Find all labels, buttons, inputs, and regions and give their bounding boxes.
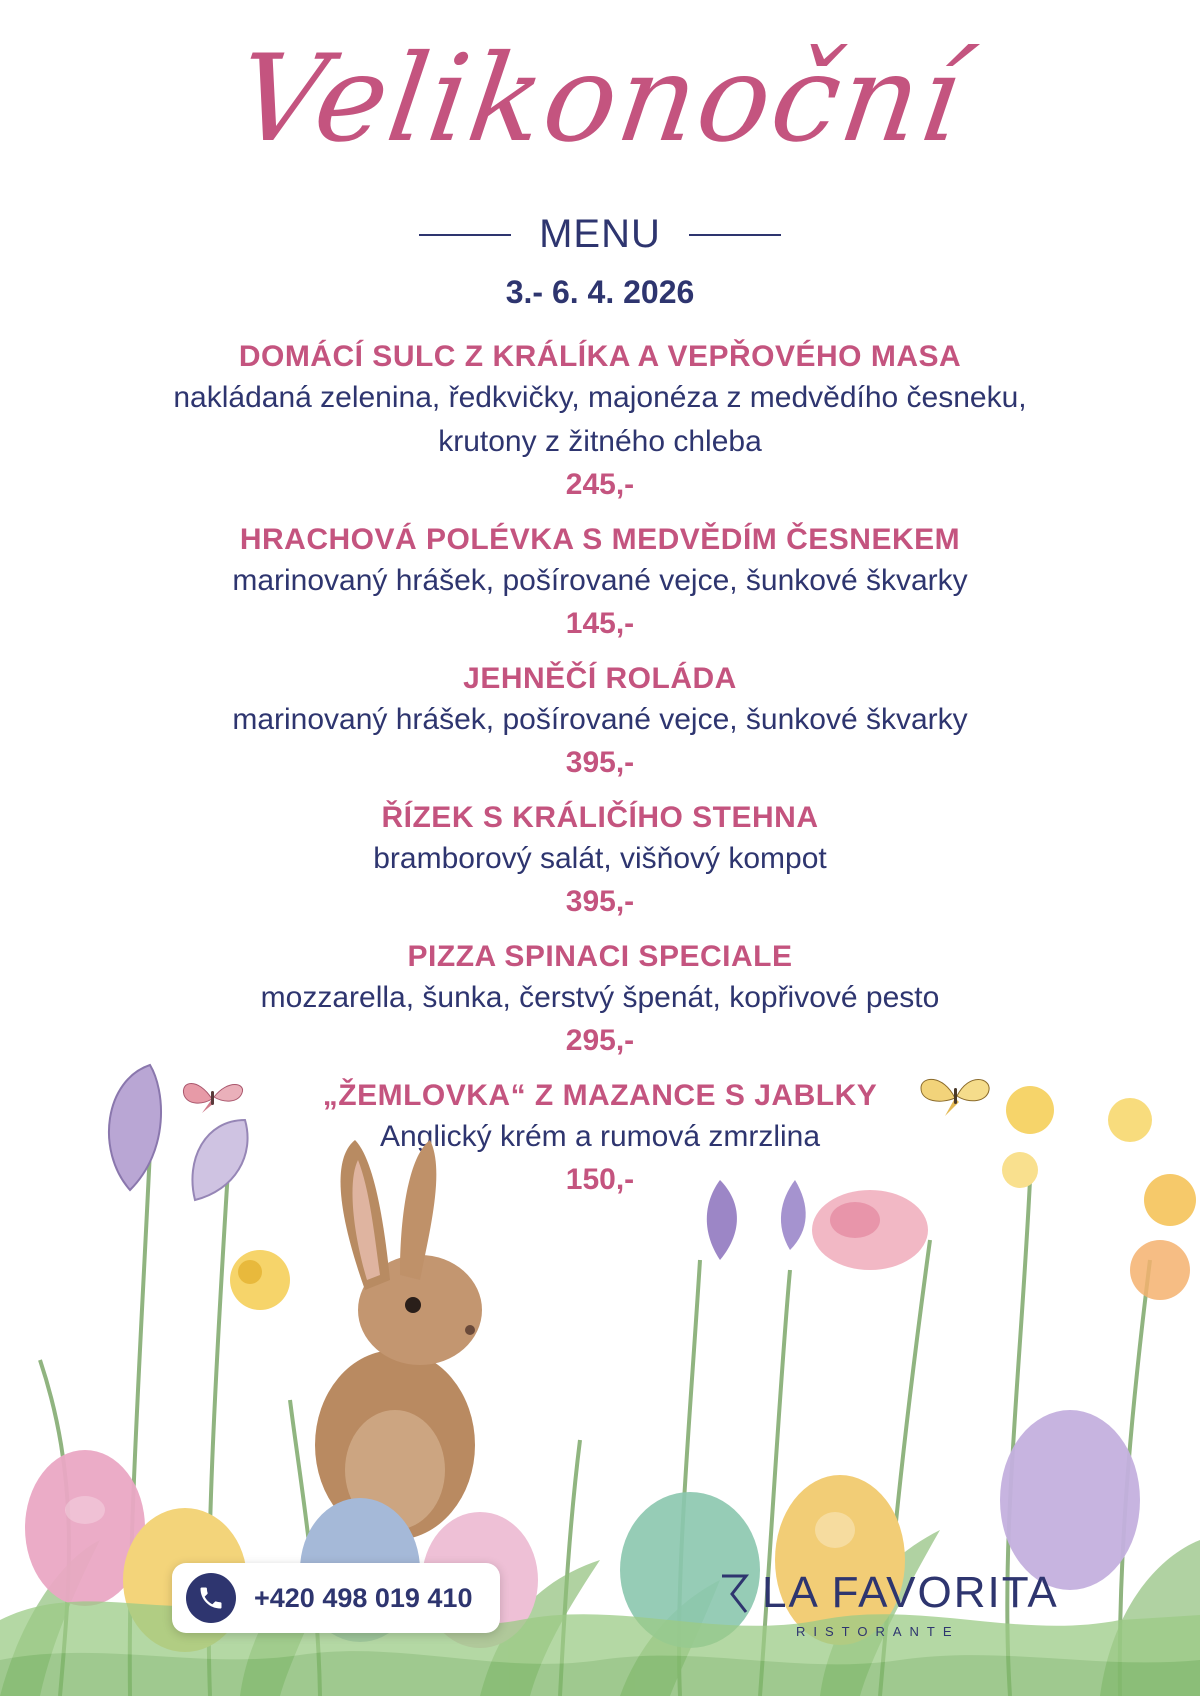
menu-item <box>0 660 1200 784</box>
menu-label: MENU <box>539 212 661 256</box>
item-description: bramborový salát, višňový kompot <box>373 842 827 875</box>
phone-button[interactable] <box>172 1563 500 1633</box>
item-price: 245,- <box>565 468 635 501</box>
item-name: DOMÁCÍ SULC Z KRÁLÍKA A VEPŘOVÉHO MASA <box>238 340 962 373</box>
brand-name: LA FAVORITA <box>762 1568 1059 1617</box>
item-description: mozzarella, šunka, čerstvý špenát, kopřivové pesto <box>260 981 940 1014</box>
divider-right <box>689 234 781 236</box>
item-name: HRACHOVÁ POLÉVKA S MEDVĚDÍM ČESNEKEM <box>239 523 961 556</box>
item-description: marinovaný hrášek, pošírované vejce, šunkové škvarky <box>232 564 968 597</box>
rabbit-illustration <box>315 1140 482 1540</box>
menu-item <box>0 938 1200 1062</box>
menu-title: Velikonoční <box>228 30 972 169</box>
brand-logo <box>716 1568 1059 1618</box>
menu-label-row <box>0 212 1200 257</box>
item-name: ŘÍZEK S KRÁLIČÍHO STEHNA <box>381 801 819 834</box>
menu-date: 3.- 6. 4. 2026 <box>505 274 695 310</box>
item-name: JEHNĚČÍ ROLÁDA <box>463 662 737 695</box>
menu-item <box>0 799 1200 923</box>
phone-icon <box>186 1573 236 1623</box>
menu-item <box>0 521 1200 645</box>
item-price: 150,- <box>565 1163 635 1196</box>
item-description: marinovaný hrášek, pošírované vejce, šunkové škvarky <box>232 703 968 736</box>
phone-number: +420 498 019 410 <box>254 1582 473 1613</box>
item-price: 395,- <box>565 885 635 918</box>
divider-left <box>419 234 511 236</box>
item-price: 295,- <box>565 1024 635 1057</box>
menu-item <box>0 338 1200 506</box>
brand-logo-icon <box>716 1568 756 1618</box>
item-price: 395,- <box>565 746 635 779</box>
brand-subtitle: RISTORANTE <box>796 1624 960 1639</box>
item-price: 145,- <box>565 607 635 640</box>
item-description: Anglický krém a rumová zmrzlina <box>379 1120 821 1153</box>
item-description: nakládaná zelenina, ředkvičky, majonéza z medvědího česneku, krutony z žitného chleba <box>173 381 1027 458</box>
item-name: „ŽEMLOVKA“ Z MAZANCE S JABLKY <box>322 1079 878 1112</box>
item-name: PIZZA SPINACI SPECIALE <box>407 940 793 973</box>
flower-icon <box>109 1065 1196 1310</box>
